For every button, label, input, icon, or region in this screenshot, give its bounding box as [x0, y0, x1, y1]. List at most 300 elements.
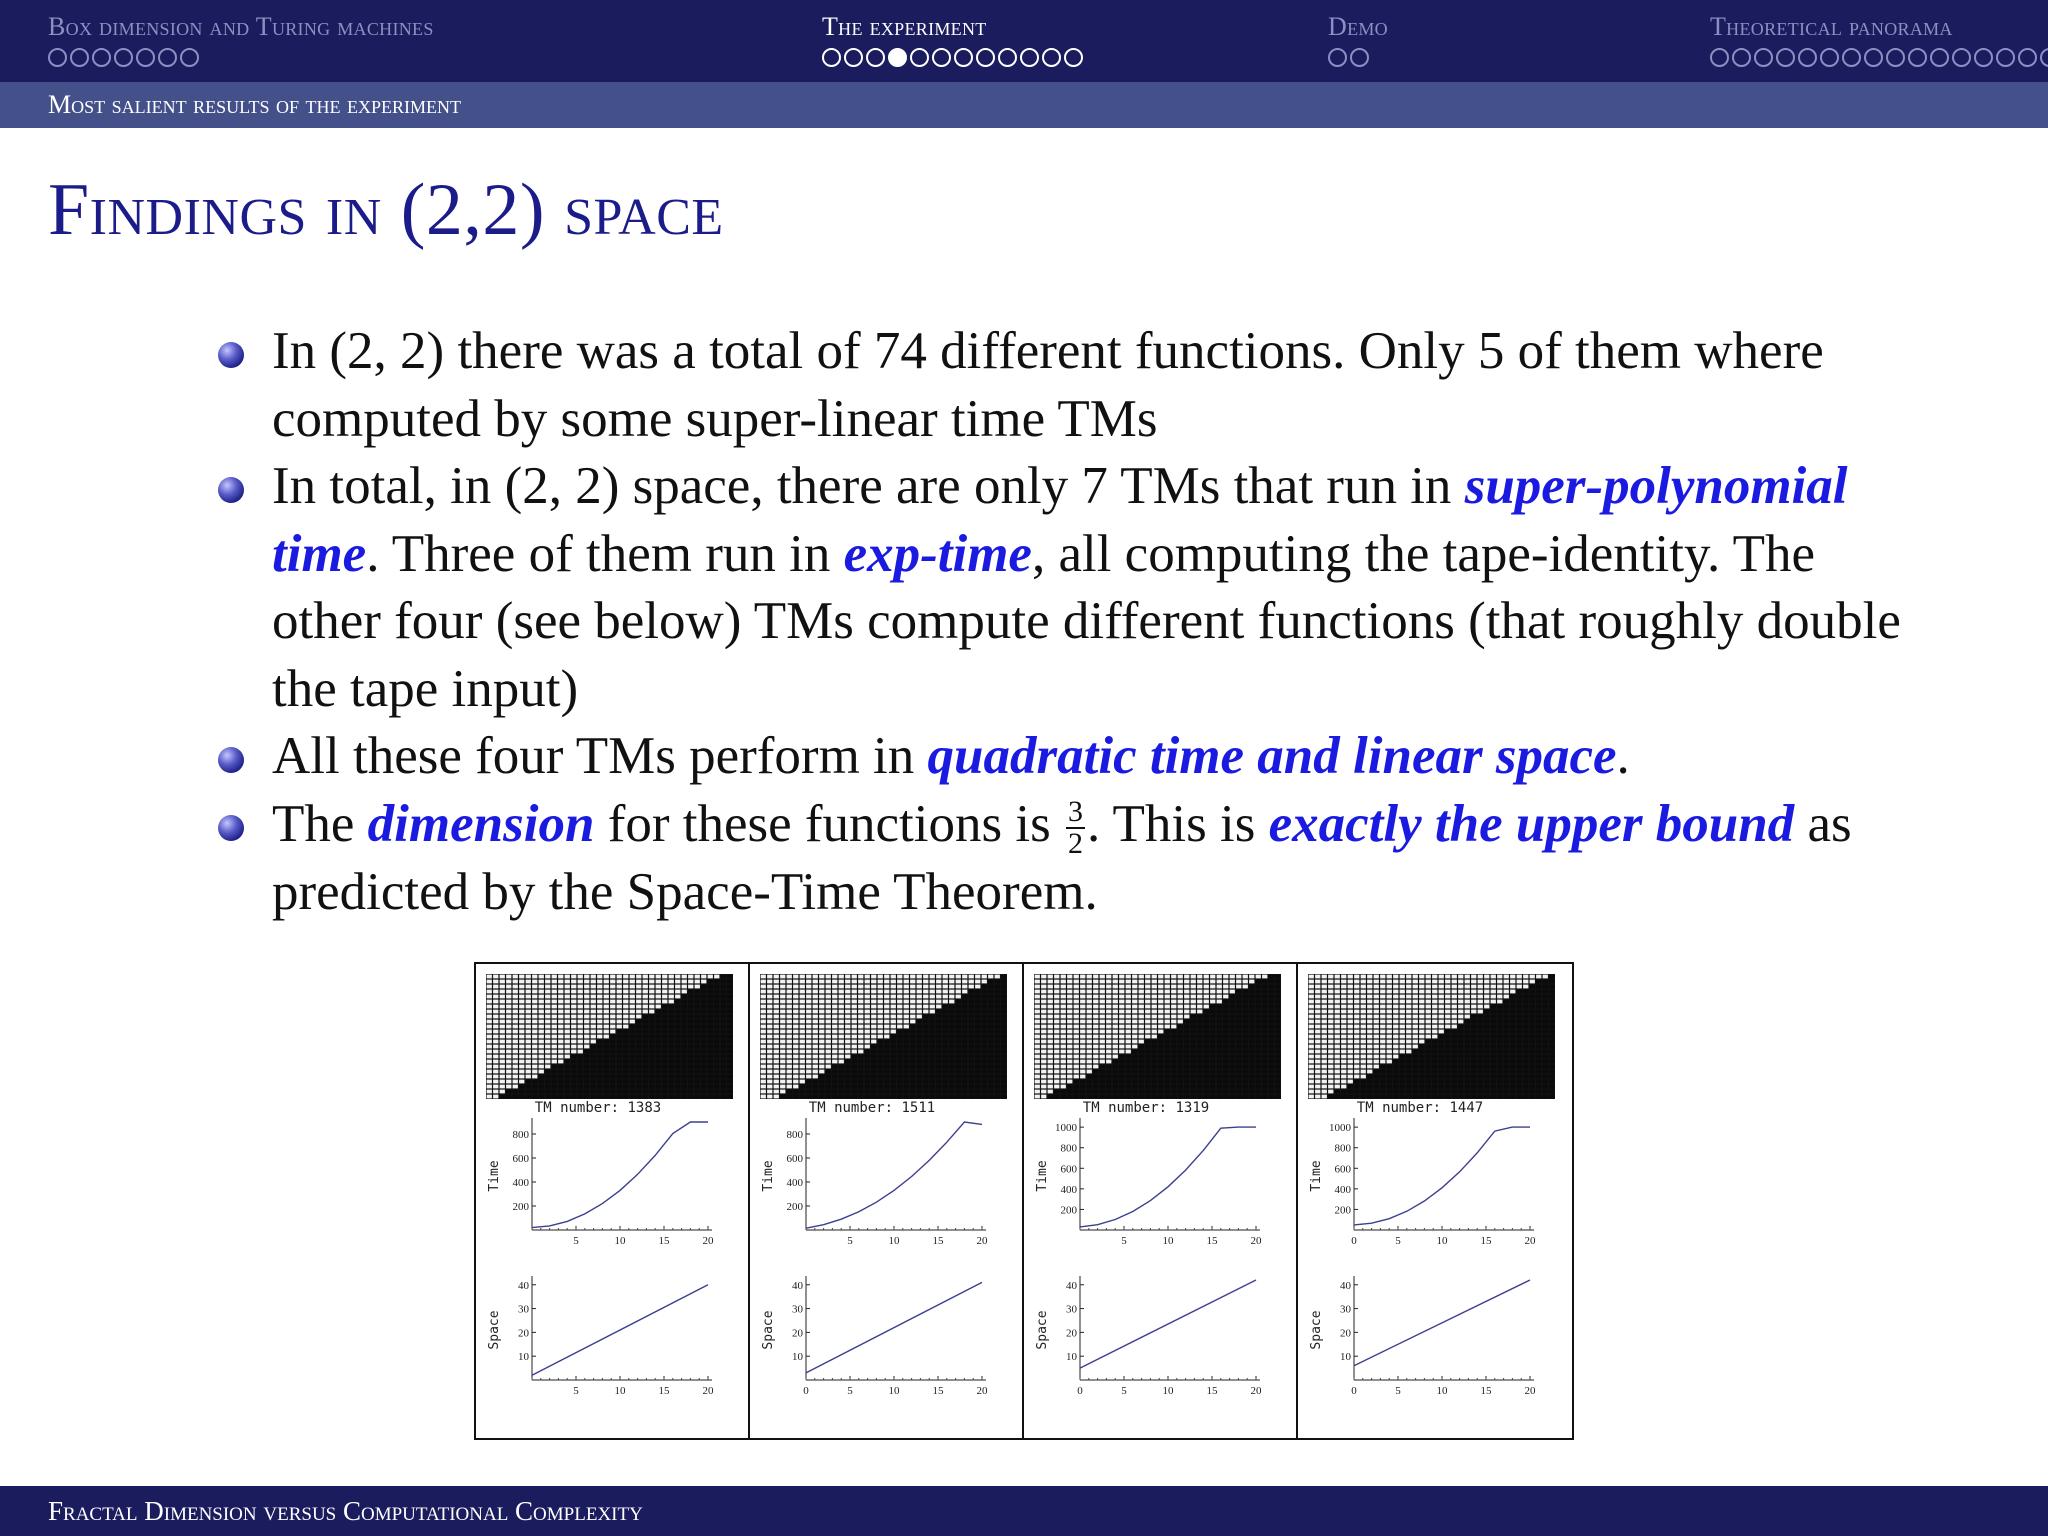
tape-cell: [630, 985, 635, 989]
tape-cell: [1080, 990, 1085, 994]
tape-cell: [923, 1030, 928, 1034]
tape-cell: [649, 1075, 654, 1079]
nav-dot[interactable]: [1710, 48, 1729, 67]
tape-cell: [630, 1070, 635, 1074]
tape-cell: [578, 1075, 583, 1079]
tape-cell: [962, 1080, 967, 1084]
tape-cell: [1100, 1000, 1105, 1004]
tape-cell: [1491, 1065, 1496, 1069]
tape-cell: [774, 1025, 779, 1029]
tape-cell: [1452, 1050, 1457, 1054]
tape-cell: [532, 1015, 537, 1019]
x-tick-label: 15: [658, 1385, 670, 1397]
nav-section-title[interactable]: Theoretical panorama: [1710, 12, 1953, 41]
tape-cell: [1178, 1030, 1183, 1034]
tape-cell: [761, 1005, 766, 1009]
tape-cell: [1341, 1065, 1346, 1069]
tape-cell: [1275, 1040, 1280, 1044]
nav-dot[interactable]: [1064, 48, 1083, 67]
nav-dot[interactable]: [1908, 48, 1927, 67]
tape-cell: [1087, 1080, 1092, 1084]
tape-cell: [865, 1055, 870, 1059]
tape-cell: [1328, 990, 1333, 994]
tape-cell: [1445, 1015, 1450, 1019]
tape-cell: [1484, 980, 1489, 984]
nav-dot[interactable]: [1732, 48, 1751, 67]
tape-cell: [506, 1065, 511, 1069]
tape-cell: [1406, 1020, 1411, 1024]
nav-dot[interactable]: [158, 48, 177, 67]
tape-cell: [1439, 1070, 1444, 1074]
tape-cell: [1361, 1055, 1366, 1059]
tape-cell: [1184, 995, 1189, 999]
tape-cell: [1309, 1025, 1314, 1029]
tape-cell: [519, 1030, 524, 1034]
tape-cell: [1374, 1085, 1379, 1089]
tape-cell: [1100, 995, 1105, 999]
tape-cell: [1439, 1075, 1444, 1079]
tape-cell: [897, 1055, 902, 1059]
tape-cell: [597, 1000, 602, 1004]
nav-dot[interactable]: [1754, 48, 1773, 67]
tape-cell: [1054, 975, 1059, 979]
nav-dot[interactable]: [1864, 48, 1883, 67]
tape-cell: [669, 1000, 674, 1004]
tape-cell: [1361, 1080, 1366, 1084]
tape-cell: [617, 1025, 622, 1029]
tape-cell: [1465, 1075, 1470, 1079]
tape-cell: [721, 1015, 726, 1019]
tape-cell: [513, 1045, 518, 1049]
tape-cell: [956, 1030, 961, 1034]
tape-cell: [1210, 1050, 1215, 1054]
tape-cell: [1067, 1065, 1072, 1069]
tape-cell: [1106, 1055, 1111, 1059]
series-line: [532, 1122, 708, 1228]
tape-cell: [695, 1010, 700, 1014]
nav-dot[interactable]: [866, 48, 885, 67]
nav-dot-current[interactable]: [888, 48, 907, 67]
tape-cell: [500, 1055, 505, 1059]
tape-cell: [1348, 1010, 1353, 1014]
tape-cell: [891, 1070, 896, 1074]
tape-cell: [930, 1065, 935, 1069]
tape-cell: [1335, 1065, 1340, 1069]
nav-section-experiment[interactable]: [822, 12, 1083, 68]
nav-dot[interactable]: [1350, 48, 1369, 67]
tape-cell: [1380, 1080, 1385, 1084]
nav-dot[interactable]: [954, 48, 973, 67]
tape-cell: [1380, 1070, 1385, 1074]
tape-cell: [1165, 1000, 1170, 1004]
tape-cell: [1236, 990, 1241, 994]
tape-cell: [1197, 1020, 1202, 1024]
tape-cell: [1530, 980, 1535, 984]
tape-cell: [545, 1010, 550, 1014]
tape-cell: [1100, 1015, 1105, 1019]
tape-cell: [500, 1045, 505, 1049]
tape-cell: [708, 1055, 713, 1059]
tape-cell: [1230, 1050, 1235, 1054]
tape-cell: [1491, 1020, 1496, 1024]
tape-cell: [1119, 1015, 1124, 1019]
tape-cell: [1001, 1040, 1006, 1044]
tape-cell: [839, 1050, 844, 1054]
tape-cell: [721, 1065, 726, 1069]
nav-dot[interactable]: [1798, 48, 1817, 67]
tape-cell: [1035, 1050, 1040, 1054]
tape-cell: [1426, 980, 1431, 984]
tape-cell: [1419, 1055, 1424, 1059]
tape-cell: [1100, 975, 1105, 979]
tape-cell: [526, 1050, 531, 1054]
tape-cell: [1309, 985, 1314, 989]
tape-cell: [1074, 1000, 1079, 1004]
nav-dot[interactable]: [1020, 48, 1039, 67]
tape-cell: [1171, 1025, 1176, 1029]
tape-cell: [1171, 1065, 1176, 1069]
tape-cell: [675, 1050, 680, 1054]
tape-cell: [623, 1025, 628, 1029]
tape-cell: [519, 1005, 524, 1009]
nav-section-title[interactable]: The experiment: [822, 12, 987, 41]
tape-cell: [1243, 995, 1248, 999]
tape-cell: [871, 1060, 876, 1064]
tape-cell: [1413, 995, 1418, 999]
tape-cell: [1178, 975, 1183, 979]
tape-cell: [1523, 1055, 1528, 1059]
tape-cell: [819, 1030, 824, 1034]
tape-cell: [1543, 1015, 1548, 1019]
y-tick-label: 800: [786, 1129, 803, 1141]
tape-cell: [956, 985, 961, 989]
emphasis-text: exactly the upper bound: [1268, 794, 1795, 853]
tape-cell: [1517, 1080, 1522, 1084]
tape-cell: [995, 1060, 1000, 1064]
nav-dot[interactable]: [932, 48, 951, 67]
tape-cell: [1497, 1020, 1502, 1024]
tape-cell: [539, 1005, 544, 1009]
nav-dot[interactable]: [2040, 48, 2048, 67]
tape-cell: [761, 1010, 766, 1014]
tape-cell: [1061, 1020, 1066, 1024]
tape-cell: [1087, 995, 1092, 999]
tape-cell: [1419, 1000, 1424, 1004]
tape-cell: [1230, 1070, 1235, 1074]
tape-cell: [1439, 1060, 1444, 1064]
tape-cell: [1184, 990, 1189, 994]
tape-cell: [1348, 1015, 1353, 1019]
tape-cell: [1100, 1080, 1105, 1084]
nav-dot[interactable]: [1042, 48, 1061, 67]
tape-cell: [1322, 1040, 1327, 1044]
tape-cell: [871, 990, 876, 994]
tape-cell: [1067, 1075, 1072, 1079]
tape-cell: [1445, 1020, 1450, 1024]
nav-section-theoretical-panorama[interactable]: [1710, 12, 2048, 68]
tape-cell: [943, 1080, 948, 1084]
nav-dot[interactable]: [976, 48, 995, 67]
nav-dot[interactable]: [180, 48, 199, 67]
tape-cell: [571, 1040, 576, 1044]
tape-cell: [774, 1070, 779, 1074]
tape-cell: [780, 1040, 785, 1044]
nav-dot[interactable]: [48, 48, 67, 67]
tape-cell: [767, 1085, 772, 1089]
tape-cell: [793, 995, 798, 999]
tape-cell: [1236, 1075, 1241, 1079]
tape-cell: [558, 1030, 563, 1034]
tape-cell: [1106, 1085, 1111, 1089]
tape-cell: [487, 1085, 492, 1089]
tape-cell: [1400, 975, 1405, 979]
tape-cell: [1387, 1005, 1392, 1009]
tape-cell: [532, 1055, 537, 1059]
tape-cell: [649, 1040, 654, 1044]
tape-cell: [1067, 1080, 1072, 1084]
tape-cell: [1217, 1065, 1222, 1069]
tape-cell: [1367, 1035, 1372, 1039]
tape-cell: [1354, 990, 1359, 994]
nav-section-demo[interactable]: [1328, 12, 1388, 68]
nav-dot[interactable]: [1996, 48, 2015, 67]
tape-cell: [708, 975, 713, 979]
nav-dot[interactable]: [1930, 48, 1949, 67]
nav-dot[interactable]: [822, 48, 841, 67]
tape-cell: [643, 990, 648, 994]
x-tick-label: 5: [847, 1385, 853, 1397]
tape-cell: [669, 1080, 674, 1084]
tape-cell: [701, 975, 706, 979]
tape-cell: [1445, 980, 1450, 984]
nav-dot[interactable]: [1328, 48, 1347, 67]
tape-cell: [917, 1040, 922, 1044]
tape-cell: [1374, 1060, 1379, 1064]
tape-cell: [761, 1015, 766, 1019]
tape-cell: [1491, 1055, 1496, 1059]
tape-cell: [1145, 1005, 1150, 1009]
tape-cell: [1035, 1085, 1040, 1089]
tape-cell: [695, 1025, 700, 1029]
tape-cell: [858, 1000, 863, 1004]
tape-cell: [1210, 1020, 1215, 1024]
tape-cell: [962, 1045, 967, 1049]
nav-dot[interactable]: [114, 48, 133, 67]
tape-cell: [871, 1055, 876, 1059]
nav-dot[interactable]: [136, 48, 155, 67]
tape-cell: [1230, 1005, 1235, 1009]
tape-cell: [1035, 1025, 1040, 1029]
y-tick-label: 30: [1066, 1303, 1077, 1316]
tape-cell: [1210, 1080, 1215, 1084]
tape-cell: [727, 1060, 732, 1064]
tape-cell: [923, 1080, 928, 1084]
tape-cell: [675, 1065, 680, 1069]
nav-dot[interactable]: [1842, 48, 1861, 67]
tape-cell: [500, 985, 505, 989]
tape-cell: [949, 1025, 954, 1029]
tape-cell: [787, 1080, 792, 1084]
tape-cell: [1523, 1025, 1528, 1029]
tape-cell: [649, 1055, 654, 1059]
tape-cell: [662, 1025, 667, 1029]
spacetime-diagram: [486, 974, 733, 1099]
tape-cell: [1309, 1045, 1314, 1049]
tape-cell: [506, 1015, 511, 1019]
subsection-title[interactable]: Most salient results of the experiment: [48, 90, 461, 119]
tape-cell: [884, 1005, 889, 1009]
tape-cell: [1243, 1005, 1248, 1009]
tape-cell: [1080, 1020, 1085, 1024]
tape-cell: [897, 1050, 902, 1054]
tape-cell: [1400, 1075, 1405, 1079]
tape-cell: [1315, 1075, 1320, 1079]
tape-cell: [891, 995, 896, 999]
tape-cell: [761, 980, 766, 984]
nav-dot[interactable]: [998, 48, 1017, 67]
tape-cell: [1067, 1000, 1072, 1004]
tape-cell: [1256, 1055, 1261, 1059]
tape-cell: [1236, 1015, 1241, 1019]
tape-cell: [1387, 1065, 1392, 1069]
tape-cell: [826, 1015, 831, 1019]
tape-cell: [630, 1040, 635, 1044]
tape-cell: [1491, 975, 1496, 979]
tape-cell: [995, 1035, 1000, 1039]
tape-cell: [532, 990, 537, 994]
tape-cell: [701, 1050, 706, 1054]
tape-cell: [956, 1065, 961, 1069]
tape-cell: [721, 990, 726, 994]
tape-cell: [1510, 980, 1515, 984]
tape-cell: [506, 1025, 511, 1029]
tape-cell: [1445, 1085, 1450, 1089]
tape-cell: [761, 1075, 766, 1079]
tape-cell: [1432, 1030, 1437, 1034]
tape-cell: [930, 1070, 935, 1074]
tape-cell: [584, 1050, 589, 1054]
nav-dot[interactable]: [1974, 48, 1993, 67]
tape-cell: [1093, 1010, 1098, 1014]
tape-cell: [826, 1030, 831, 1034]
tape-cell: [623, 1075, 628, 1079]
tape-cell: [656, 995, 661, 999]
tape-cell: [688, 1070, 693, 1074]
nav-dot[interactable]: [70, 48, 89, 67]
tape-cell: [1223, 1005, 1228, 1009]
nav-section-box-dimension[interactable]: [48, 12, 434, 68]
tape-cell: [1054, 1020, 1059, 1024]
tape-cell: [1497, 995, 1502, 999]
tape-cell: [1236, 1070, 1241, 1074]
tape-cell: [982, 1000, 987, 1004]
tape-cell: [845, 1035, 850, 1039]
tape-cell: [688, 975, 693, 979]
tape-cell: [1191, 975, 1196, 979]
tape-cell: [930, 975, 935, 979]
tape-cell: [871, 1075, 876, 1079]
nav-dot[interactable]: [2018, 48, 2037, 67]
series-line: [1354, 1127, 1530, 1225]
tape-cell: [513, 1080, 518, 1084]
tape-cell: [688, 1050, 693, 1054]
tape-cell: [1178, 1070, 1183, 1074]
tape-cell: [701, 1075, 706, 1079]
nav-dot[interactable]: [1776, 48, 1795, 67]
tape-cell: [1132, 1055, 1137, 1059]
tape-cell: [1354, 1010, 1359, 1014]
tape-cell: [558, 1000, 563, 1004]
tape-cell: [506, 1060, 511, 1064]
tape-cell: [917, 985, 922, 989]
tape-cell: [1413, 1085, 1418, 1089]
tape-cell: [630, 1060, 635, 1064]
nav-section-title[interactable]: Demo: [1328, 12, 1388, 41]
tape-cell: [1035, 1010, 1040, 1014]
tape-cell: [1413, 1080, 1418, 1084]
tape-cell: [539, 1000, 544, 1004]
tape-cell: [1393, 1030, 1398, 1034]
tape-cell: [682, 1010, 687, 1014]
tape-cell: [604, 1000, 609, 1004]
tape-cell: [558, 1050, 563, 1054]
nav-dot[interactable]: [1952, 48, 1971, 67]
tape-cell: [949, 1060, 954, 1064]
tape-cell: [982, 1050, 987, 1054]
tape-cell: [1126, 1070, 1131, 1074]
tape-cell: [1536, 1045, 1541, 1049]
tape-cell: [1275, 1075, 1280, 1079]
tape-cell: [669, 980, 674, 984]
nav-dot[interactable]: [910, 48, 929, 67]
tape-cell: [682, 1055, 687, 1059]
tape-cell: [1426, 975, 1431, 979]
tape-cell: [1400, 1025, 1405, 1029]
tape-cell: [487, 1035, 492, 1039]
tape-cell: [761, 1030, 766, 1034]
tape-cell: [982, 1040, 987, 1044]
tape-cell: [604, 1070, 609, 1074]
tape-cell: [623, 990, 628, 994]
tape-cell: [1262, 1055, 1267, 1059]
tape-cell: [688, 1085, 693, 1089]
tape-cell: [1106, 985, 1111, 989]
nav-dot[interactable]: [1820, 48, 1839, 67]
tape-cell: [891, 1035, 896, 1039]
tm-number-label: TM number: 1383: [534, 1100, 662, 1116]
tape-cell: [1348, 1000, 1353, 1004]
tape-cell: [1126, 990, 1131, 994]
tape-cell: [1236, 1020, 1241, 1024]
tape-cell: [1184, 1010, 1189, 1014]
tape-cell: [1191, 1000, 1196, 1004]
tape-cell: [532, 995, 537, 999]
nav-dot[interactable]: [92, 48, 111, 67]
tape-cell: [826, 1045, 831, 1049]
tape-cell: [982, 1070, 987, 1074]
nav-section-title[interactable]: Box dimension and Turing machines: [48, 12, 434, 41]
nav-dot[interactable]: [844, 48, 863, 67]
tape-cell: [1400, 1015, 1405, 1019]
tape-cell: [695, 1020, 700, 1024]
tape-cell: [1315, 980, 1320, 984]
tape-cell: [1374, 1035, 1379, 1039]
tape-cell: [493, 980, 498, 984]
tape-cell: [1335, 1055, 1340, 1059]
tape-cell: [1491, 1005, 1496, 1009]
nav-dot[interactable]: [1886, 48, 1905, 67]
tape-cell: [1458, 1060, 1463, 1064]
